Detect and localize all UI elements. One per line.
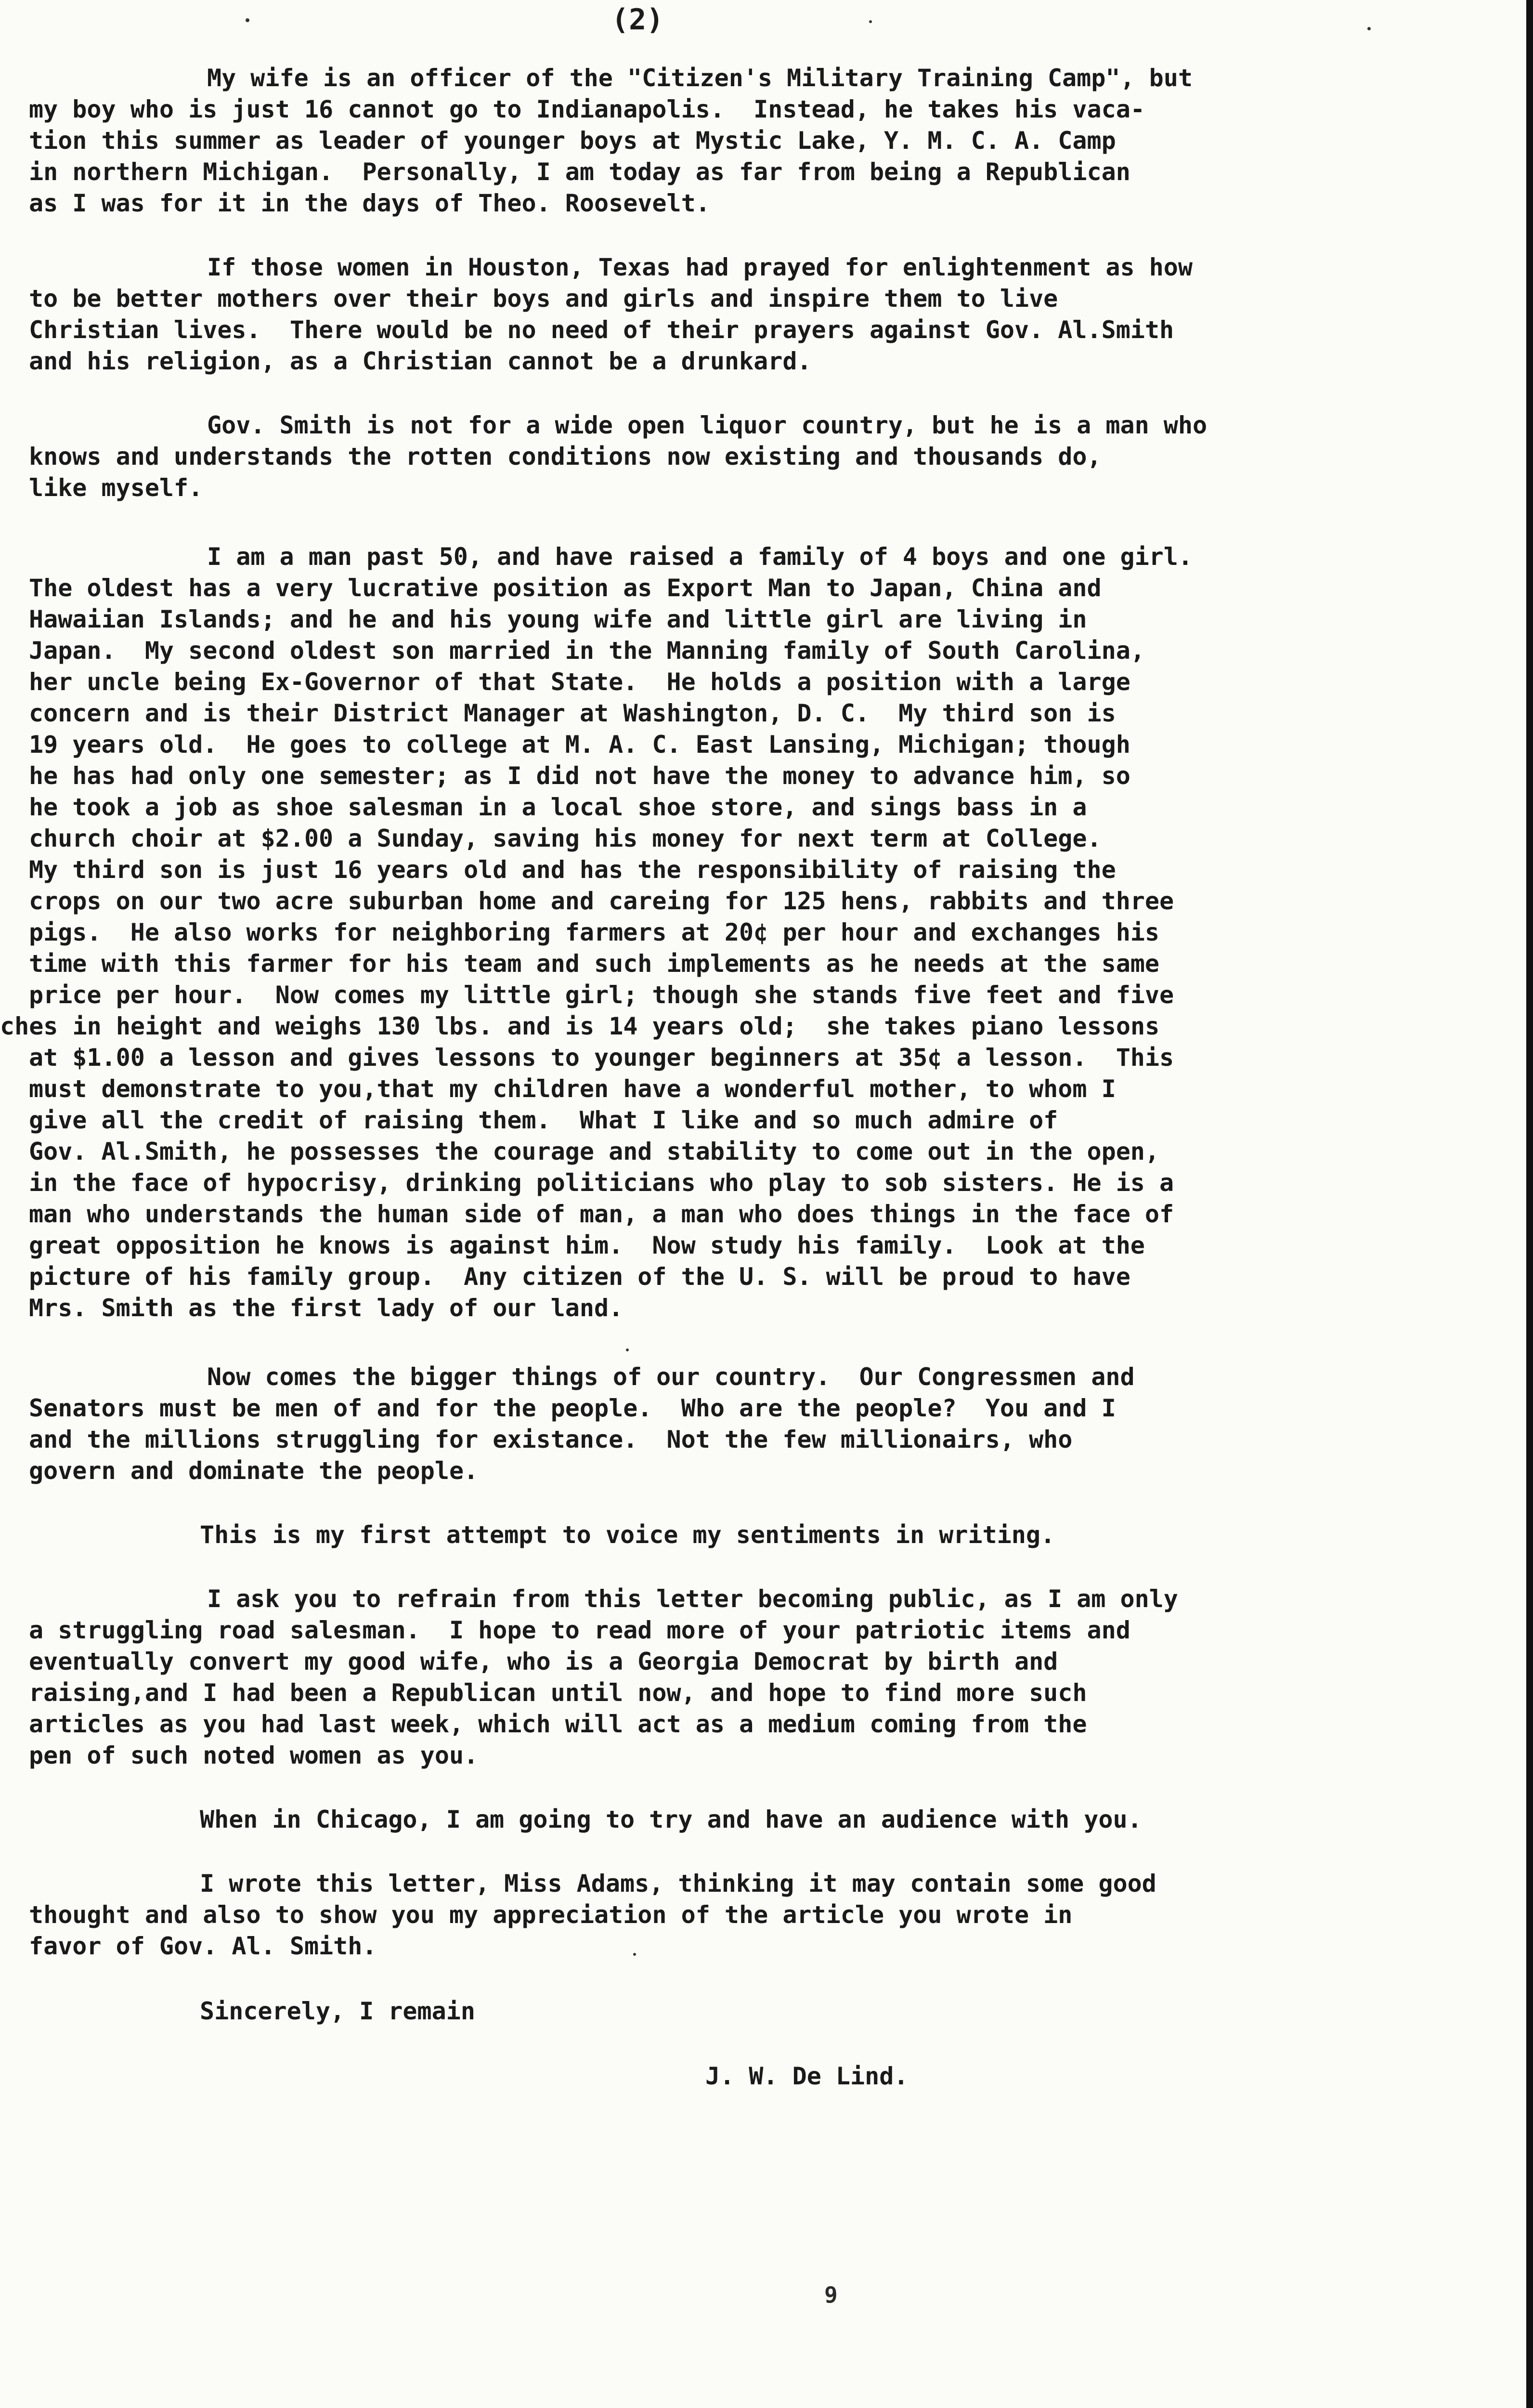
paragraph-family <box>0 541 1507 1324</box>
bottom-mark: 9 <box>824 2282 838 2308</box>
paragraph-miss-adams <box>29 1868 1507 1962</box>
text-line: knows and understands the rotten conditions now existing and thousands do, <box>29 443 1102 471</box>
text-line: like myself. <box>29 474 203 502</box>
text-line: Japan. My second oldest son married in the Manning family of South Carolina, <box>29 637 1145 665</box>
text-line: crops on our two acre suburban home and careing for 125 hens, rabbits and three <box>29 887 1174 915</box>
ink-speck <box>246 18 249 22</box>
closing: Sincerely, I remain <box>200 1997 475 2025</box>
paragraph-houston-women <box>29 252 1507 377</box>
text-line: and his religion, as a Christian cannot be a drunkard. <box>29 347 812 375</box>
text-line: Senators must be men of and for the people. Who are the people? You and I <box>29 1394 1116 1422</box>
text-line: govern and dominate the people. <box>29 1457 479 1485</box>
text-line: he took a job as shoe salesman in a local shoe store, and sings bass in a <box>29 793 1087 821</box>
text-line: ches in height and weighs 130 lbs. and is 14 years old; she takes piano lessons <box>0 1012 1160 1040</box>
text-line: man who understands the human side of man, a man who does things in the face of <box>29 1200 1174 1228</box>
text-line: When in Chicago, I am going to try and have an audience with you. <box>200 1806 1142 1833</box>
text-line: Hawaiian Islands; and he and his young wife and little girl are living in <box>29 605 1087 633</box>
text-line: pen of such noted women as you. <box>29 1741 479 1769</box>
text-line: My wife is an officer of the "Citizen's Military Training Camp", but <box>207 64 1193 92</box>
text-line: at $1.00 a lesson and gives lessons to younger beginners at 35¢ a lesson. This <box>29 1044 1174 1072</box>
signature: J. W. De Lind. <box>705 2062 909 2090</box>
text-line: tion this summer as leader of younger boys at Mystic Lake, Y. M. C. A. Camp <box>29 127 1116 155</box>
text-line: 19 years old. He goes to college at M. A. C. East Lansing, Michigan; though <box>29 731 1130 759</box>
text-line: her uncle being Ex-Governor of that State. He holds a position with a large <box>29 668 1130 696</box>
text-line: to be better mothers over their boys and girls and inspire them to live <box>29 285 1058 313</box>
text-line: raising,and I had been a Republican until now, and hope to find more such <box>29 1679 1087 1707</box>
text-line: give all the credit of raising them. What I like and so much admire of <box>29 1106 1058 1134</box>
paragraph-congress <box>29 1361 1507 1487</box>
text-line: as I was for it in the days of Theo. Roosevelt. <box>29 189 710 217</box>
text-line: and the millions struggling for existance. Not the few millionairs, who <box>29 1426 1073 1453</box>
text-line: a struggling road salesman. I hope to read more of your patriotic items and <box>29 1616 1130 1644</box>
text-line: Mrs. Smith as the first lady of our land. <box>29 1294 624 1322</box>
paragraph-chicago <box>29 1804 1507 1835</box>
paragraph-first-attempt <box>29 1519 1507 1551</box>
text-line: pigs. He also works for neighboring farmers at 20¢ per hour and exchanges his <box>29 918 1159 946</box>
paragraph-citizens-camp <box>29 63 1507 219</box>
text-line: My third son is just 16 years old and has the responsibility of raising the <box>29 856 1116 884</box>
text-line: I ask you to refrain from this letter becoming public, as I am only <box>207 1585 1178 1613</box>
text-line: Now comes the bigger things of our country. Our Congressmen and <box>207 1363 1135 1391</box>
text-line: I am a man past 50, and have raised a family of 4 boys and one girl. <box>207 543 1193 571</box>
ink-speck <box>633 1953 636 1956</box>
text-line: great opposition he knows is against him. Now study his family. Look at the <box>29 1231 1145 1259</box>
ink-speck <box>626 1348 629 1351</box>
text-line: he has had only one semester; as I did not have the money to advance him, so <box>29 762 1130 790</box>
text-line: If those women in Houston, Texas had prayed for enlightenment as how <box>207 253 1193 281</box>
text-line: church choir at $2.00 a Sunday, saving his money for next term at College. <box>29 824 1102 852</box>
text-line: must demonstrate to you,that my children have a wonderful mother, to whom I <box>29 1075 1116 1103</box>
text-line: picture of his family group. Any citizen of the U. S. will be proud to have <box>29 1263 1130 1291</box>
text-line: Gov. Al.Smith, he possesses the courage and stability to come out in the open, <box>29 1138 1159 1165</box>
text-line: This is my first attempt to voice my sentiments in writing. <box>200 1521 1055 1549</box>
text-line: thought and also to show you my appreciation of the article you wrote in <box>29 1901 1073 1929</box>
page-number: (2) <box>611 3 664 37</box>
letter-body <box>0 63 1507 2092</box>
text-line: The oldest has a very lucrative position as Export Man to Japan, China and <box>29 574 1102 602</box>
text-line: Gov. Smith is not for a wide open liquor country, but he is a man who <box>207 411 1208 439</box>
text-line: articles as you had last week, which will act as a medium coming from the <box>29 1710 1087 1738</box>
text-line: time with this farmer for his team and such implements as he needs at the same <box>29 950 1159 978</box>
text-line: favor of Gov. Al. Smith. <box>29 1932 377 1960</box>
text-line: price per hour. Now comes my little girl; though she stands five feet and five <box>29 981 1174 1009</box>
text-line: eventually convert my good wife, who is a Georgia Democrat by birth and <box>29 1648 1058 1675</box>
text-line: I wrote this letter, Miss Adams, thinking it may contain some good <box>200 1870 1156 1898</box>
ink-speck <box>1367 27 1371 30</box>
text-line: in northern Michigan. Personally, I am today as far from being a Republican <box>29 158 1130 186</box>
ink-speck <box>869 20 872 23</box>
paragraph-refrain-public <box>29 1584 1507 1771</box>
text-line: concern and is their District Manager at Washington, D. C. My third son is <box>29 699 1116 727</box>
paragraph-liquor-country <box>29 410 1507 504</box>
text-line: Christian lives. There would be no need of their prayers against Gov. Al.Smith <box>29 316 1174 344</box>
text-line: my boy who is just 16 cannot go to Indianapolis. Instead, he takes his vaca- <box>29 95 1145 123</box>
text-line: in the face of hypocrisy, drinking politicians who play to sob sisters. He is a <box>29 1169 1174 1197</box>
